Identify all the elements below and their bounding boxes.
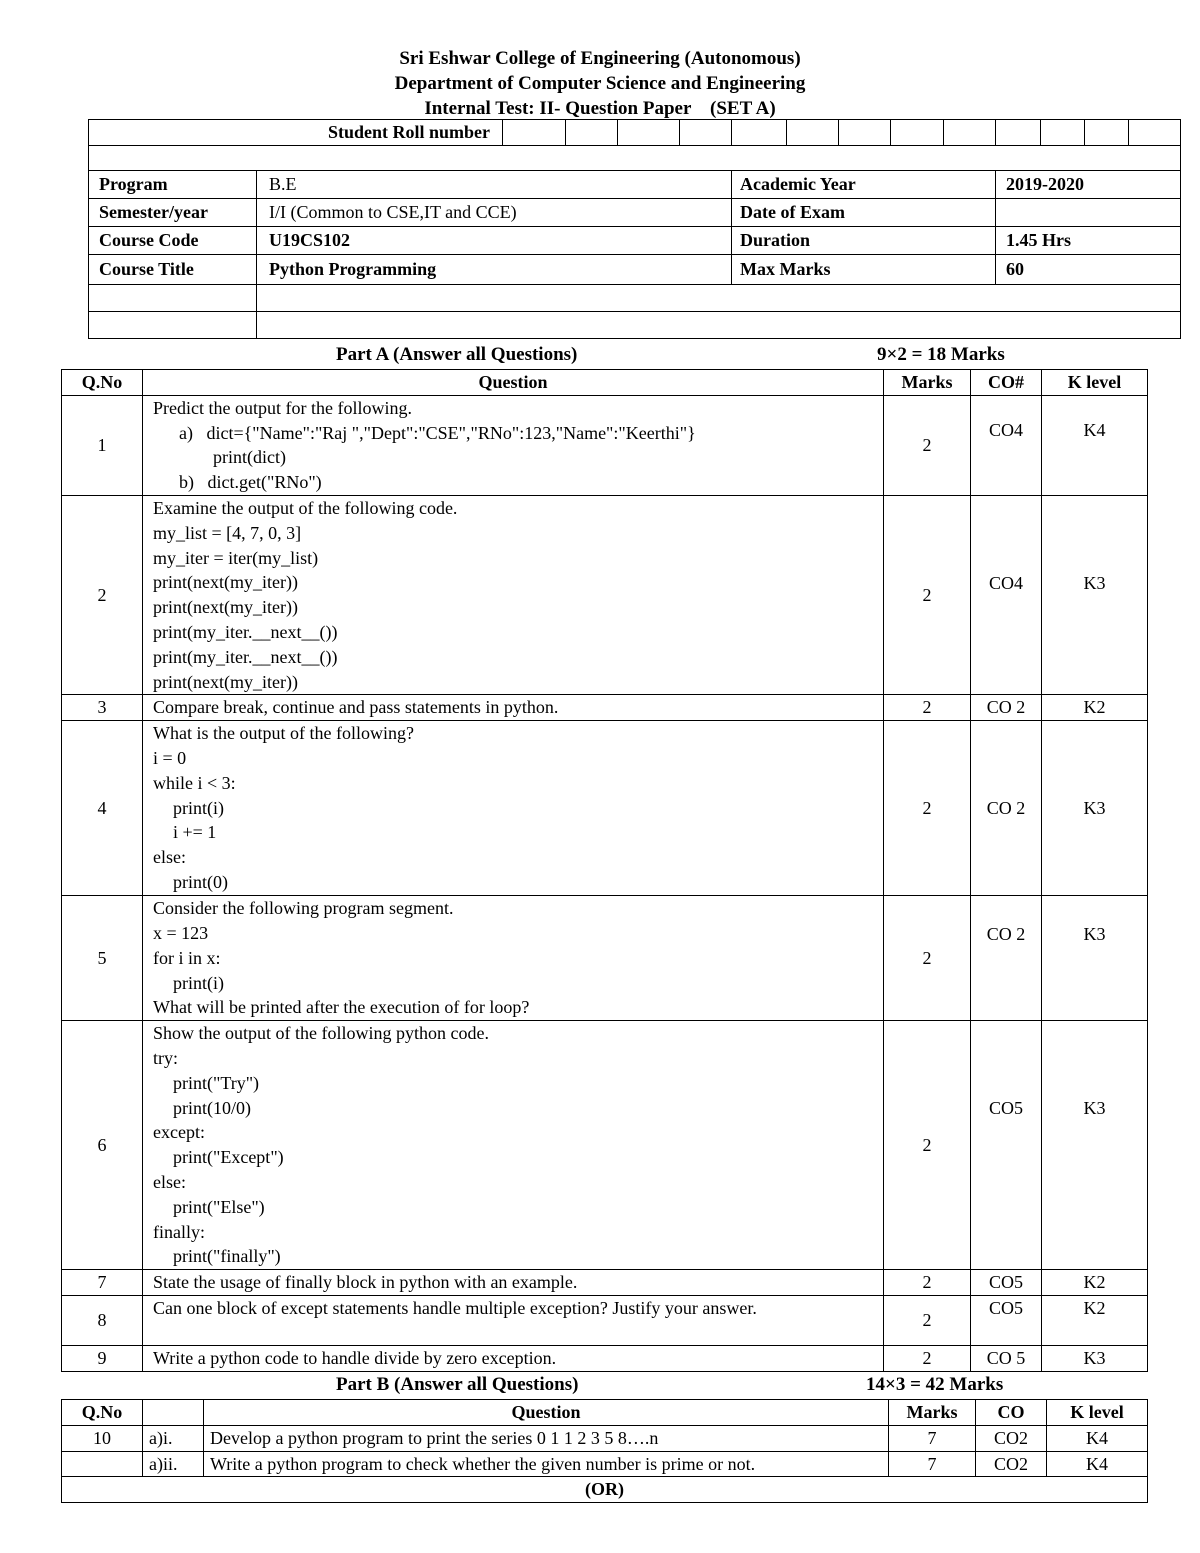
roll-box[interactable] bbox=[732, 120, 787, 146]
question-line: What will be printed after the execution of for loop? bbox=[153, 997, 530, 1018]
roll-box[interactable] bbox=[680, 120, 732, 146]
code-line: print(0) bbox=[173, 871, 228, 892]
roll-box[interactable] bbox=[1129, 120, 1181, 146]
co-value: CO2 bbox=[976, 1425, 1047, 1451]
co-value: CO 2 bbox=[971, 896, 1042, 1021]
question-text: Compare break, continue and pass statements in python. bbox=[143, 695, 884, 721]
part-b-title: Part B (Answer all Questions) bbox=[336, 1374, 579, 1395]
part-a-marks: 9×2 = 18 Marks bbox=[877, 344, 1005, 365]
k-level-value: K3 bbox=[1042, 495, 1148, 694]
course-code-label: Course Code bbox=[89, 227, 257, 255]
question-number: 10 bbox=[62, 1425, 143, 1451]
info-table bbox=[88, 119, 1181, 339]
course-title-label: Course Title bbox=[89, 255, 257, 285]
code-line: my_list = [4, 7, 0, 3] bbox=[153, 522, 302, 543]
program-value: B.E bbox=[257, 171, 732, 199]
table-row bbox=[62, 721, 1148, 896]
course-title-value: Python Programming bbox=[257, 255, 732, 285]
question-line: Show the output of the following python code. bbox=[153, 1023, 489, 1044]
roll-box[interactable] bbox=[1041, 120, 1085, 146]
k-level-value: K3 bbox=[1042, 1021, 1148, 1270]
code-line: print(my_iter.__next__()) bbox=[153, 646, 338, 667]
marks-value: 2 bbox=[884, 1345, 971, 1371]
code-line: else: bbox=[153, 1171, 186, 1192]
question-text: State the usage of finally block in python with an example. bbox=[143, 1270, 884, 1296]
co-value: CO 5 bbox=[971, 1345, 1042, 1371]
list-marker: a) bbox=[179, 422, 193, 443]
k-level-value: K3 bbox=[1042, 896, 1148, 1021]
marks-value: 2 bbox=[884, 395, 971, 495]
table-row bbox=[62, 695, 1148, 721]
code-line: i += 1 bbox=[173, 822, 217, 843]
col-header-qno: Q.No bbox=[62, 370, 143, 396]
part-b-table bbox=[61, 1399, 1148, 1503]
marks-value: 2 bbox=[884, 1021, 971, 1270]
test-title: Internal Test: II- Question Paper (SET A) bbox=[424, 98, 776, 119]
question-line: dict.get("RNo") bbox=[207, 472, 322, 493]
part-a-title: Part A (Answer all Questions) bbox=[336, 344, 578, 365]
question-line: dict={"Name":"Raj ","Dept":"CSE","RNo":123,"Name":"Keerthi"} bbox=[206, 422, 696, 443]
roll-box[interactable] bbox=[503, 120, 566, 146]
k-level-value: K4 bbox=[1047, 1425, 1148, 1451]
marks-value: 2 bbox=[884, 896, 971, 1021]
marks-value: 2 bbox=[884, 1295, 971, 1345]
code-line: i = 0 bbox=[153, 747, 187, 768]
k-level-value: K4 bbox=[1047, 1451, 1148, 1477]
question-line: What is the output of the following? bbox=[153, 723, 414, 744]
question-number: 5 bbox=[62, 896, 143, 1021]
blank-cell bbox=[257, 285, 1181, 312]
co-value: CO 2 bbox=[971, 721, 1042, 896]
question-number: 3 bbox=[62, 695, 143, 721]
k-level-value: K4 bbox=[1042, 395, 1148, 495]
question-text: Write a python program to check whether the given number is prime or not. bbox=[204, 1451, 889, 1477]
co-value: CO4 bbox=[971, 395, 1042, 495]
co-value: CO5 bbox=[971, 1270, 1042, 1296]
max-marks-value: 60 bbox=[996, 255, 1181, 285]
co-value: CO4 bbox=[971, 495, 1042, 694]
question-text bbox=[143, 395, 884, 495]
semester-label: Semester/year bbox=[89, 199, 257, 227]
k-level-value: K3 bbox=[1042, 1345, 1148, 1371]
question-line: print(dict) bbox=[213, 447, 286, 468]
list-marker: b) bbox=[179, 472, 194, 493]
roll-box[interactable] bbox=[891, 120, 944, 146]
question-line: Examine the output of the following code. bbox=[153, 497, 458, 518]
code-line: except: bbox=[153, 1122, 205, 1143]
question-text: Write a python code to handle divide by zero exception. bbox=[143, 1345, 884, 1371]
semester-value: I/I (Common to CSE,IT and CCE) bbox=[257, 199, 732, 227]
col-header-marks: Marks bbox=[889, 1400, 976, 1426]
code-line: print(next(my_iter)) bbox=[153, 671, 298, 692]
table-row bbox=[62, 1425, 1148, 1451]
table-row bbox=[62, 395, 1148, 495]
date-of-exam-label: Date of Exam bbox=[732, 199, 996, 227]
code-line: print(my_iter.__next__()) bbox=[153, 621, 338, 642]
academic-year-value: 2019-2020 bbox=[996, 171, 1181, 199]
max-marks-label: Max Marks bbox=[732, 255, 996, 285]
sub-question-label: a)ii. bbox=[143, 1451, 204, 1477]
code-line: finally: bbox=[153, 1221, 205, 1242]
college-name: Sri Eshwar College of Engineering (Autonomous) bbox=[399, 48, 801, 69]
roll-box[interactable] bbox=[839, 120, 891, 146]
table-row bbox=[62, 1270, 1148, 1296]
k-level-value: K2 bbox=[1042, 695, 1148, 721]
blank-row bbox=[89, 146, 1181, 171]
col-header-question: Question bbox=[204, 1400, 889, 1426]
code-line: print("Except") bbox=[173, 1147, 284, 1168]
question-number: 7 bbox=[62, 1270, 143, 1296]
part-b-marks: 14×3 = 42 Marks bbox=[866, 1374, 1004, 1395]
question-number: 4 bbox=[62, 721, 143, 896]
co-value: CO 2 bbox=[971, 695, 1042, 721]
roll-box[interactable] bbox=[787, 120, 839, 146]
roll-box[interactable] bbox=[618, 120, 680, 146]
question-number: 2 bbox=[62, 495, 143, 694]
question-number: 6 bbox=[62, 1021, 143, 1270]
code-line: try: bbox=[153, 1047, 178, 1068]
question-text bbox=[143, 896, 884, 1021]
question-number: 9 bbox=[62, 1345, 143, 1371]
question-text: Develop a python program to print the series 0 1 1 2 3 5 8….n bbox=[204, 1425, 889, 1451]
roll-number-label: Student Roll number bbox=[89, 120, 503, 146]
code-line: x = 123 bbox=[153, 922, 209, 943]
question-text bbox=[143, 495, 884, 694]
col-header-qno: Q.No bbox=[62, 1400, 143, 1426]
marks-value: 2 bbox=[884, 495, 971, 694]
col-header-k-level: K level bbox=[1042, 370, 1148, 396]
program-label: Program bbox=[89, 171, 257, 199]
col-header-sub bbox=[143, 1400, 204, 1426]
k-level-value: K3 bbox=[1042, 721, 1148, 896]
code-line: print(i) bbox=[173, 797, 224, 818]
academic-year-label: Academic Year bbox=[732, 171, 996, 199]
marks-value: 2 bbox=[884, 1270, 971, 1296]
k-level-value: K2 bbox=[1042, 1295, 1148, 1345]
code-line: print(next(my_iter)) bbox=[153, 597, 298, 618]
table-row bbox=[62, 1021, 1148, 1270]
question-text bbox=[143, 1021, 884, 1270]
question-number: 8 bbox=[62, 1295, 143, 1345]
duration-label: Duration bbox=[732, 227, 996, 255]
question-number bbox=[62, 1451, 143, 1477]
question-text: Can one block of except statements handle multiple exception? Justify your answer. bbox=[143, 1295, 884, 1345]
col-header-k-level: K level bbox=[1047, 1400, 1148, 1426]
code-line: print("finally") bbox=[173, 1246, 281, 1267]
marks-value: 7 bbox=[889, 1451, 976, 1477]
k-level-value: K2 bbox=[1042, 1270, 1148, 1296]
date-of-exam-value bbox=[996, 199, 1181, 227]
code-line: else: bbox=[153, 847, 186, 868]
code-line: for i in x: bbox=[153, 947, 221, 968]
table-row bbox=[62, 1295, 1148, 1345]
code-line: while i < 3: bbox=[153, 772, 236, 793]
blank-cell bbox=[257, 312, 1181, 339]
col-header-marks: Marks bbox=[884, 370, 971, 396]
table-row bbox=[62, 1451, 1148, 1477]
duration-value: 1.45 Hrs bbox=[996, 227, 1181, 255]
code-line: my_iter = iter(my_list) bbox=[153, 547, 319, 568]
course-code-value: U19CS102 bbox=[257, 227, 732, 255]
table-row bbox=[62, 495, 1148, 694]
code-line: print(10/0) bbox=[173, 1097, 251, 1118]
marks-value: 2 bbox=[884, 695, 971, 721]
marks-value: 7 bbox=[889, 1425, 976, 1451]
code-line: print("Else") bbox=[173, 1196, 265, 1217]
question-line: Consider the following program segment. bbox=[153, 898, 454, 919]
or-divider: (OR) bbox=[62, 1477, 1148, 1503]
department-name: Department of Computer Science and Engineering bbox=[394, 73, 806, 94]
co-value: CO5 bbox=[971, 1295, 1042, 1345]
col-header-co: CO bbox=[976, 1400, 1047, 1426]
blank-cell bbox=[89, 312, 257, 339]
marks-value: 2 bbox=[884, 721, 971, 896]
roll-box[interactable] bbox=[944, 120, 996, 146]
blank-cell bbox=[89, 285, 257, 312]
roll-box[interactable] bbox=[996, 120, 1041, 146]
sub-question-label: a)i. bbox=[143, 1425, 204, 1451]
table-row bbox=[62, 1345, 1148, 1371]
table-row bbox=[62, 896, 1148, 1021]
question-number: 1 bbox=[62, 395, 143, 495]
question-line: Predict the output for the following. bbox=[153, 397, 412, 418]
part-a-table bbox=[61, 369, 1148, 1372]
co-value: CO5 bbox=[971, 1021, 1042, 1270]
co-value: CO2 bbox=[976, 1451, 1047, 1477]
code-line: print("Try") bbox=[173, 1072, 260, 1093]
col-header-co: CO# bbox=[971, 370, 1042, 396]
code-line: print(i) bbox=[173, 972, 224, 993]
roll-box[interactable] bbox=[566, 120, 618, 146]
question-text bbox=[143, 721, 884, 896]
col-header-question: Question bbox=[143, 370, 884, 396]
code-line: print(next(my_iter)) bbox=[153, 572, 298, 593]
roll-box[interactable] bbox=[1085, 120, 1129, 146]
